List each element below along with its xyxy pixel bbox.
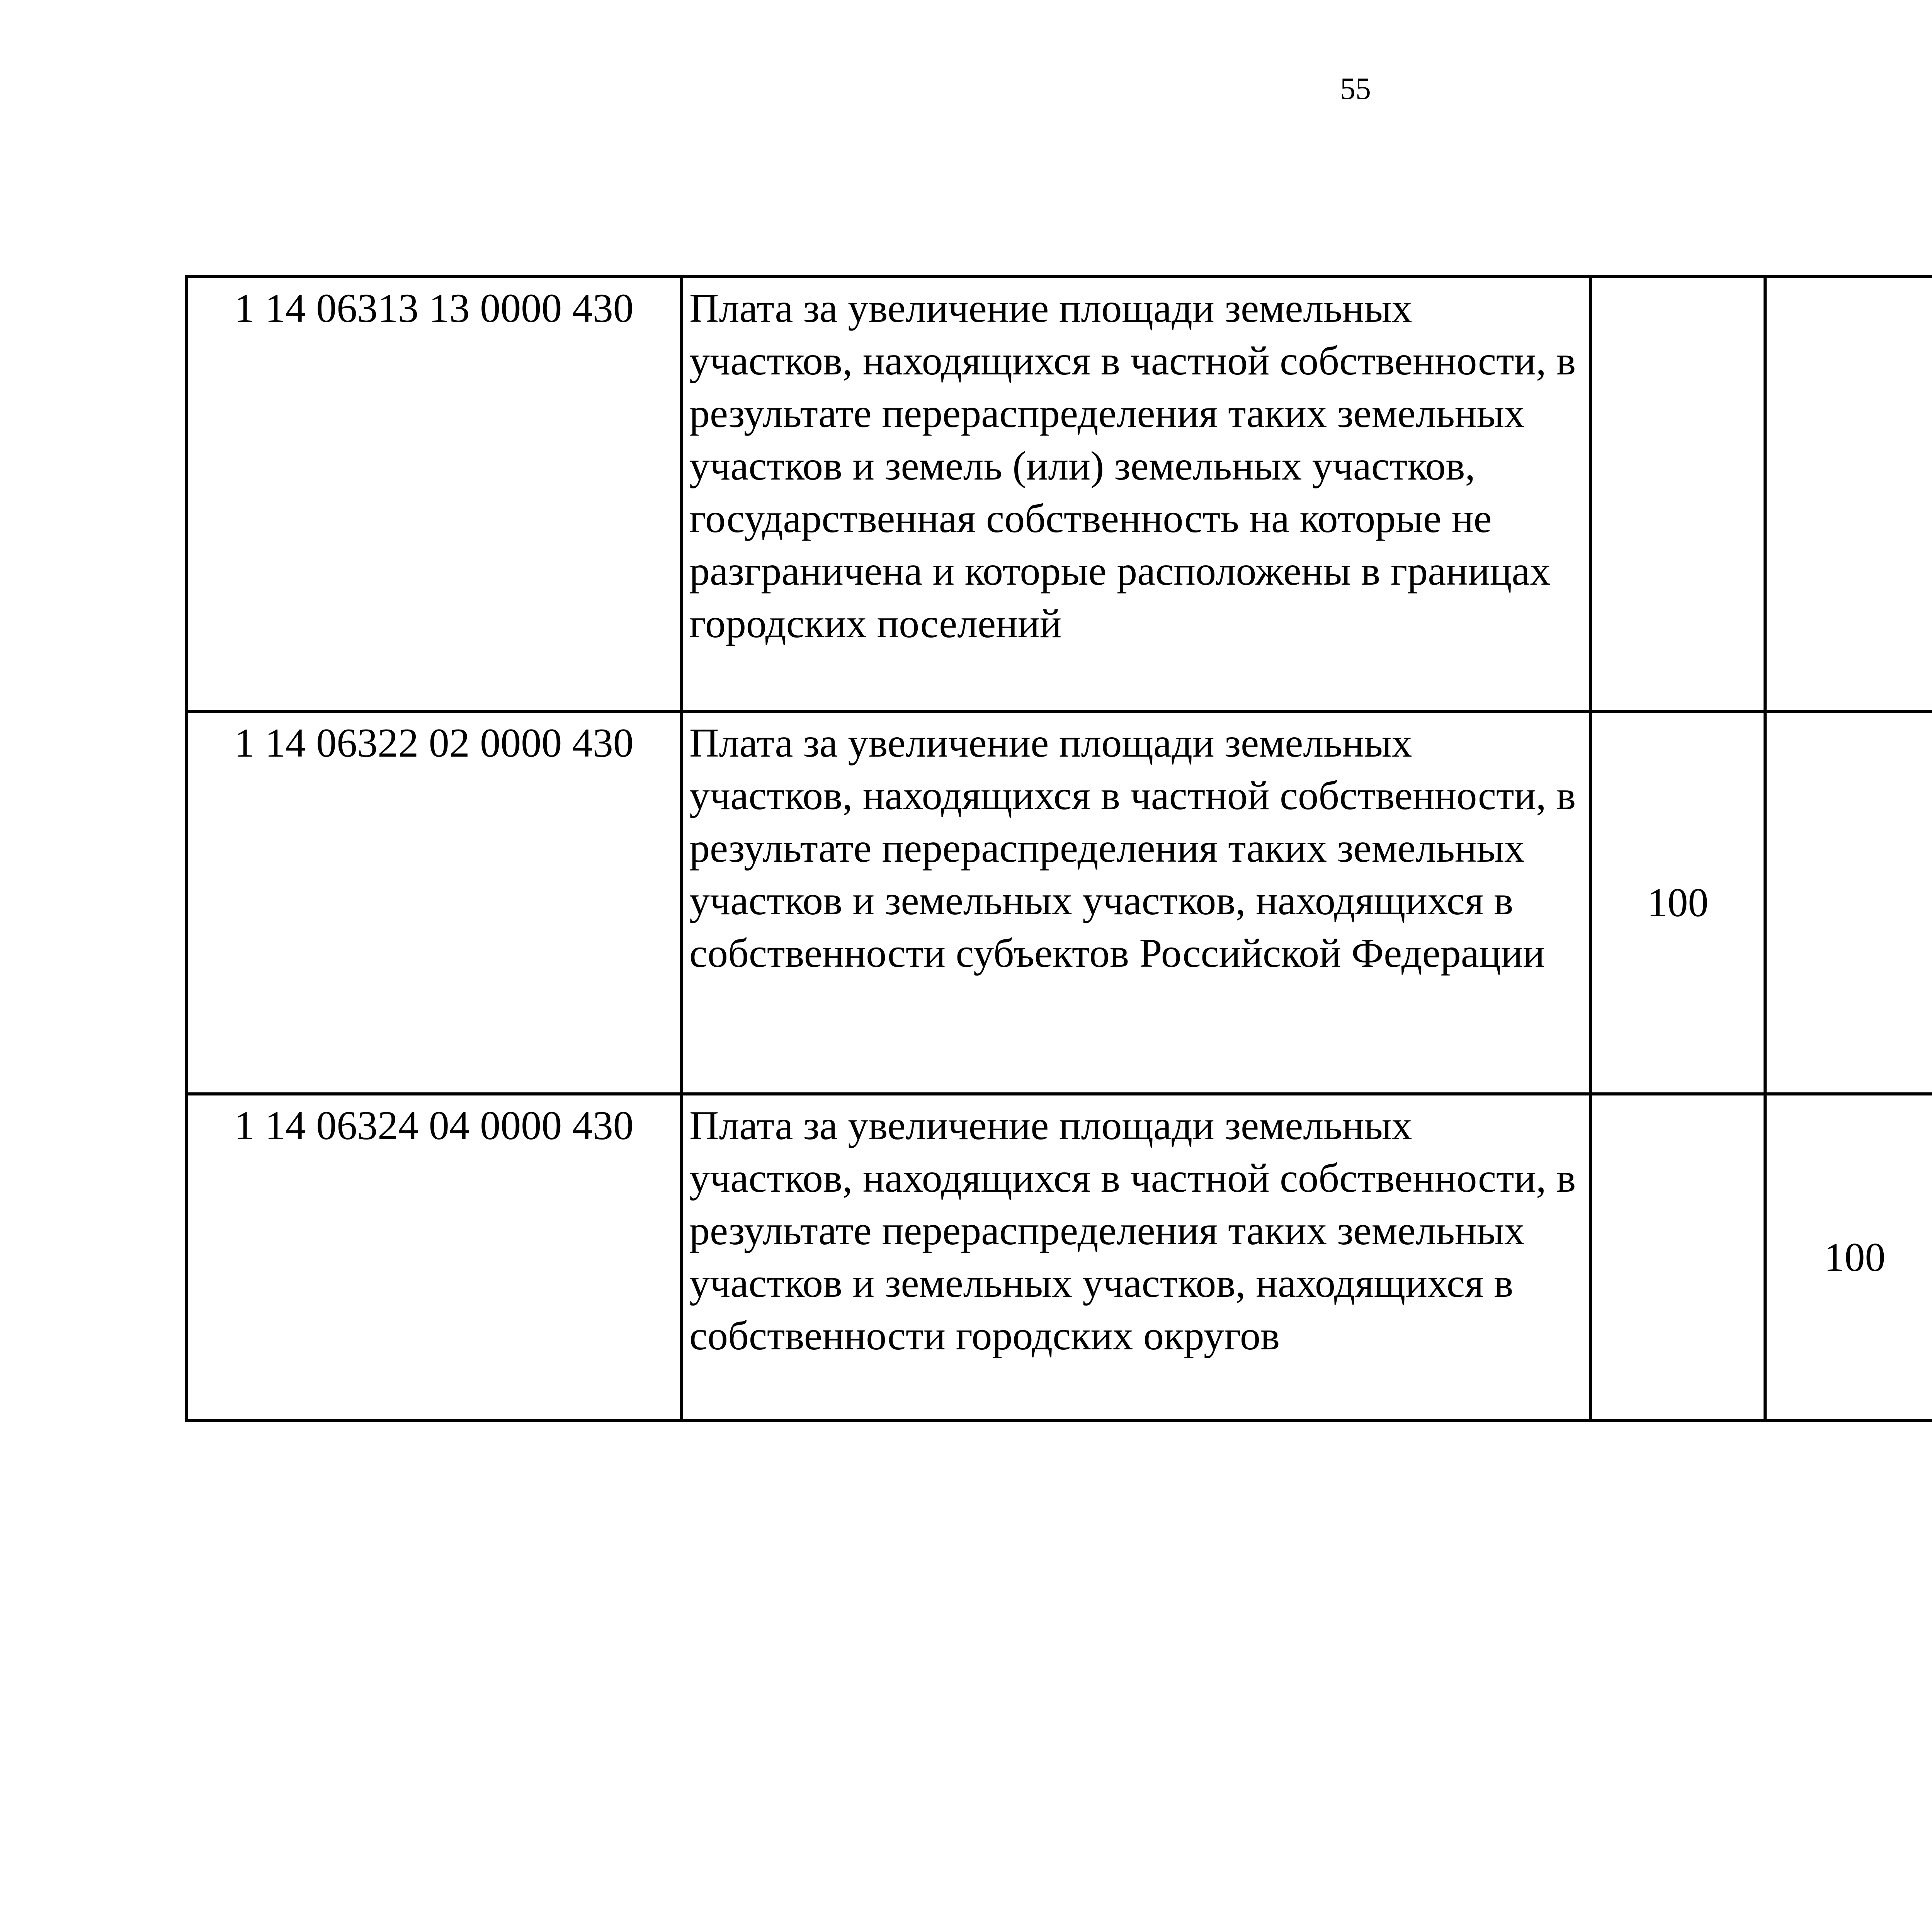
revenue-standards-table: [185, 275, 1932, 1422]
page-number: 55: [1340, 72, 1371, 106]
revenue-code-cell: 1 14 06324 04 0000 430: [186, 1094, 682, 1420]
revenue-description-cell: Плата за увеличение площади земельных участков, находящихся в частной собственности, в результате перераспределения таких земельных участков и земельных участков, находящихся в собственности городских округов: [682, 1094, 1590, 1420]
value-cell-col-1: [1590, 1094, 1765, 1420]
value-cell-col-1: [1590, 277, 1765, 711]
value-cell-col-1: 100: [1590, 711, 1765, 1094]
revenue-code-cell: 1 14 06322 02 0000 430: [186, 711, 682, 1094]
value-cell-col-2: [1765, 711, 1932, 1094]
revenue-description-cell: Плата за увеличение площади земельных участков, находящихся в частной собственности, в результате перераспределения таких земельных участков и земельных участков, находящихся в собственности субъектов Российской Федерации: [682, 711, 1590, 1094]
value-cell-col-2: [1765, 277, 1932, 711]
table-row: [186, 711, 1932, 1094]
revenue-description-cell: Плата за увеличение площади земельных участков, находящихся в частной собственности, в результате перераспределения таких земельных участков и земель (или) земельных участков, государственная собственность на которые не разграничена и которые расположены в границах городских поселений: [682, 277, 1590, 711]
table-row: [186, 1094, 1932, 1420]
value-cell-col-2: 100: [1765, 1094, 1932, 1420]
table-row: [186, 277, 1932, 711]
revenue-code-cell: 1 14 06313 13 0000 430: [186, 277, 682, 711]
